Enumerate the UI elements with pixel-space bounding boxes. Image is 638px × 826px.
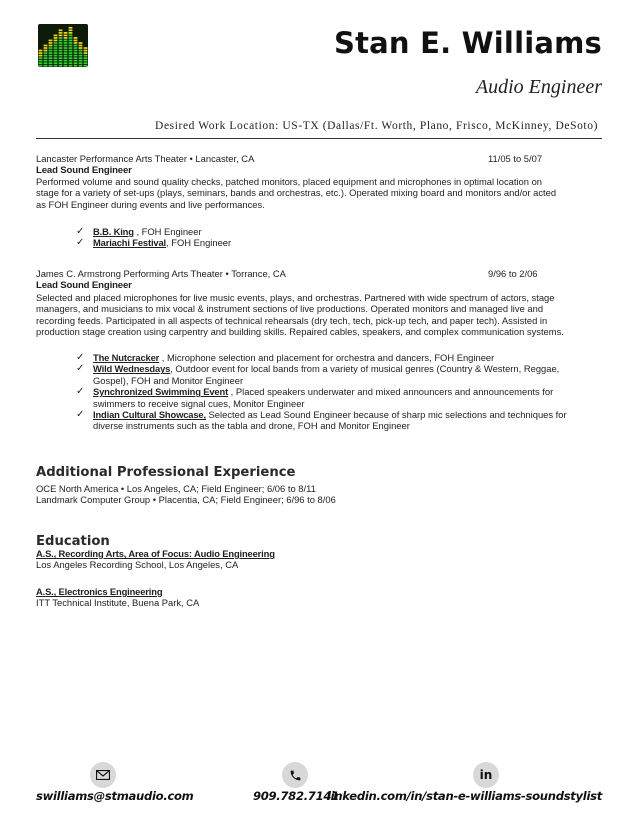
candidate-name: Stan E. Williams: [334, 26, 602, 60]
checkmark-icon: ✓: [76, 386, 85, 398]
job-1-highlights: [76, 226, 596, 249]
job-2-header: [36, 268, 602, 279]
job-2-description: [36, 292, 606, 338]
checkmark-icon: ✓: [76, 237, 85, 249]
school: Los Angeles Recording School, Los Angeles, CA: [36, 559, 239, 571]
equalizer-logo-icon: [38, 24, 88, 67]
job-1-highlight: ✓ B.B. King , FOH Engineer: [76, 226, 202, 237]
job-title: Audio Engineer: [475, 76, 602, 98]
desired-location: Desired Work Location: US-TX (Dallas/Ft. Worth, Plano, Frisco, McKinney, DeSoto): [155, 120, 598, 132]
education-item: [36, 586, 606, 609]
job-2-role: Lead Sound Engineer: [36, 280, 132, 291]
checkmark-icon: ✓: [76, 409, 85, 421]
phone-number[interactable]: 909.782.7141: [253, 789, 339, 803]
phone-icon: [282, 762, 308, 788]
job-1-highlight: ✓ Mariachi Festival, FOH Engineer: [76, 237, 232, 249]
linkedin-icon: in: [473, 762, 499, 788]
linkedin-link[interactable]: linkedin.com/in/stan-e-williams-soundstylist: [326, 789, 602, 803]
job-2-highlight: ✓ Wild Wednesdays, Outdoor event for local bands from a variety of musical genres (Country & Western, Reggae, Gospel), FOH and Monitor Engineer: [76, 363, 560, 386]
school: ITT Technical Institute, Buena Park, CA: [36, 597, 200, 609]
envelope-icon: [90, 762, 116, 788]
job-2-desc-line: production stage creation using carpentry and building skills. Repaired cables, speakers, and complex communication systems.: [36, 326, 564, 338]
job-2-highlight: ✓ Indian Cultural Showcase, Selected as Lead Sound Engineer because of sharp mic selections and techniques for diverse instruments such as the tabla and drone, FOH and Monitor Engineer: [76, 409, 567, 432]
additional-experience-heading: Additional Professional Experience: [36, 465, 296, 480]
job-2-desc-line: Selected and placed microphones for live music events, plays, and orchestras. Partnered with wide spectrum of actors, stage: [36, 292, 555, 303]
job-2-dates: 9/96 to 2/06: [488, 268, 538, 279]
header-divider: [36, 138, 602, 139]
job-2-highlights: [76, 352, 596, 432]
job-1-description: [36, 176, 606, 210]
job-2-desc-line: managers, and musicians to mix vocal & instrument sections of live productions. Operated monitors and managed live and: [36, 303, 544, 315]
education-item: [36, 548, 606, 571]
job-1-dates: 11/05 to 5/07: [488, 153, 543, 164]
degree: A.S., Electronics Engineering: [36, 586, 163, 597]
education-heading: Education: [36, 534, 110, 549]
degree: A.S., Recording Arts, Area of Focus: Audio Engineering: [36, 548, 275, 559]
additional-experience-item: OCE North America • Los Angeles, CA; Field Engineer; 6/06 to 8/11: [36, 483, 316, 494]
checkmark-icon: ✓: [76, 352, 85, 363]
checkmark-icon: ✓: [76, 363, 85, 375]
job-2-highlight: ✓ The Nutcracker , Microphone selection and placement for orchestra and dancers, FOH Engineer: [76, 352, 495, 363]
job-2-highlight: ✓ Synchronized Swimming Event , Placed speakers underwater and mixed announcers and announcements for swimmers to receive signal cues, Monitor Engineer: [76, 386, 554, 409]
job-1-header: [36, 153, 602, 164]
additional-experience-item: Landmark Computer Group • Placentia, CA; Field Engineer; 6/96 to 8/06: [36, 494, 336, 506]
job-1-desc-line: Performed volume and sound quality checks, patched monitors, placed equipment and microphones in optimal location on: [36, 176, 543, 187]
job-1-desc-line: as FOH Engineer during events and live performances.: [36, 198, 265, 210]
job-1-role: Lead Sound Engineer: [36, 165, 132, 176]
job-2-desc-line: recording feeds. Participated in all aspects of technical rehearsals (dry tech, tech, pick-up tech, and paper tech). Assisted in: [36, 314, 548, 326]
job-1-employer: Lancaster Performance Arts Theater • Lancaster, CA: [36, 153, 255, 164]
checkmark-icon: ✓: [76, 226, 85, 237]
email-link[interactable]: swilliams@stmaudio.com: [36, 789, 194, 803]
job-2-employer: James C. Armstrong Performing Arts Theater • Torrance, CA: [36, 268, 286, 279]
job-1-desc-line: stage for a variety of set-ups (plays, seminars, bands and orchestras, etc.). Operated mixing board and monitors and/or acted: [36, 187, 557, 199]
additional-experience-list: [36, 483, 606, 506]
